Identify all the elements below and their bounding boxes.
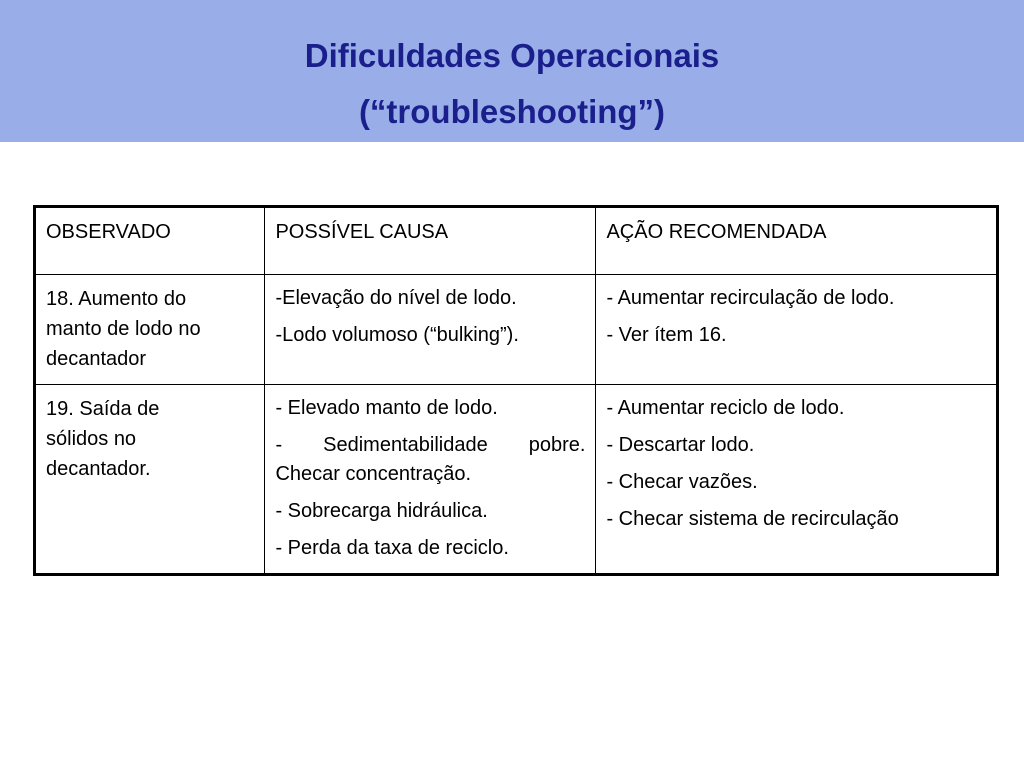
column-header-possivel-causa: POSSÍVEL CAUSA	[265, 207, 596, 275]
cell-text: sólidos no	[46, 428, 137, 450]
cause-item-wrapped	[275, 431, 585, 489]
cell-text: decantador	[46, 348, 147, 370]
cause-item: - Elevado manto de lodo.	[275, 397, 498, 419]
cause-item: -Lodo volumoso (“bulking”).	[275, 324, 519, 346]
troubleshooting-table	[33, 205, 999, 576]
slide-subtitle: (“troubleshooting”)	[358, 93, 666, 130]
action-item: - Descartar lodo.	[606, 434, 755, 456]
cause-item-part: Checar concentração.	[275, 463, 472, 485]
column-header-acao-recomendada: AÇÃO RECOMENDADA	[596, 207, 998, 275]
cell-acao-recomendada	[596, 385, 998, 575]
cell-observado	[35, 275, 265, 385]
cause-item: -Elevação do nível de lodo.	[275, 287, 517, 309]
column-header-observado: OBSERVADO	[35, 207, 265, 275]
action-item: - Aumentar recirculação de lodo.	[606, 287, 895, 309]
cell-text: 19. Saída de	[46, 398, 160, 420]
cell-possivel-causa	[265, 275, 596, 385]
cell-text: decantador.	[46, 458, 151, 480]
cell-acao-recomendada	[596, 275, 998, 385]
cell-observado	[35, 385, 265, 575]
cause-item: - Sobrecarga hidráulica.	[275, 500, 488, 522]
action-item: - Checar sistema de recirculação	[606, 508, 899, 530]
cause-item-part: - Sedimentabilidade pobre.	[275, 434, 586, 456]
table-row	[35, 275, 998, 385]
cause-item: - Perda da taxa de reciclo.	[275, 537, 509, 559]
slide-title: Dificuldades Operacionais	[304, 37, 720, 74]
cell-possivel-causa	[265, 385, 596, 575]
table-header-row	[35, 207, 998, 275]
table-row	[35, 385, 998, 575]
action-item: - Checar vazões.	[606, 471, 758, 493]
action-item: - Ver ítem 16.	[606, 324, 727, 346]
cell-text: manto de lodo no	[46, 318, 201, 340]
action-item: - Aumentar reciclo de lodo.	[606, 397, 845, 419]
cell-text: 18. Aumento do	[46, 288, 187, 310]
